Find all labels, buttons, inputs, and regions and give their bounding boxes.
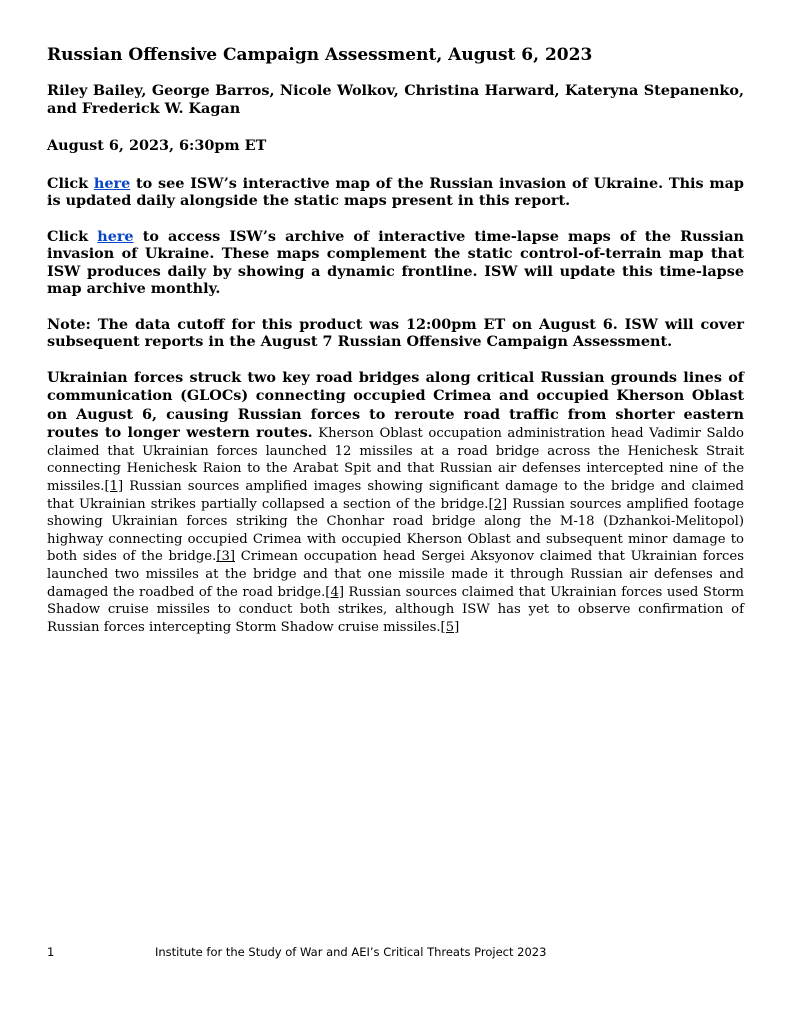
data-cutoff-note: Note: The data cutoff for this product was 12:00pm ET on August 6. ISW will cover subsequent reports in the August 7 Russian Offensive Campaign Assessment.	[47, 315, 744, 350]
interactive-map-link[interactable]: here	[93, 174, 131, 192]
authors: Riley Bailey, George Barros, Nicole Wolkov, Christina Harward, Kateryna Stepanenko, and Frederick W. Kagan	[47, 82, 744, 117]
footnote-link-1[interactable]: [1]	[104, 479, 124, 495]
report-title: Russian Offensive Campaign Assessment, August 6, 2023	[47, 45, 593, 65]
footer-text: Institute for the Study of War and AEI’s Critical Threats Project 2023	[155, 945, 547, 959]
lead-sentence: Ukrainian forces struck two key road bridges along critical Russian grounds lines of communication (GLOCs) connecting occupied Crimea and occupied Kherson Oblast on August 6, causing Russian forces to reroute road traffic from shorter eastern routes to longer western routes.	[47, 368, 744, 442]
main-paragraph	[47, 369, 744, 637]
body-sentence-2: Russian sources amplified images showing significant damage to the bridge and claimed that Ukrainian strikes partially collapsed a section of the bridge.	[47, 479, 744, 512]
para2-post: to access ISW’s archive of interactive time-lapse maps of the Russian invasion of Ukraine. These maps complement the static control-of-terrain map that ISW produces daily by showing a dynamic frontline. ISW will update this time-lapse map archive monthly.	[47, 227, 744, 297]
body-sentence-4: Crimean occupation head Sergei Aksyonov claimed that Ukrainian forces launched two missiles at the bridge and that one missile made it through Russian air defenses and damaged the roadbed of the road bridge.	[47, 549, 744, 600]
para1-pre: Click	[47, 174, 94, 192]
body-sentence-5: Russian sources claimed that Ukrainian forces used Storm Shadow cruise missiles to conduct both strikes, although ISW has yet to observe confirmation of Russian forces intercepting Storm Shadow cruise missiles.	[47, 584, 744, 635]
time-lapse-archive-link[interactable]: here	[97, 227, 134, 245]
para2-pre: Click	[47, 227, 98, 245]
footnote-link-4[interactable]: [4]	[325, 584, 344, 600]
footnote-link-3[interactable]: [3]	[216, 549, 235, 565]
footnote-link-2[interactable]: [2]	[488, 496, 508, 512]
body-sentence-1: Kherson Oblast occupation administration head Vadimir Saldo claimed that Ukrainian forces launched 12 missiles at a road bridge across the Henichesk Strait connecting Henichesk Raion to the Arabat Spit and that Russian air defenses intercepted nine of the missiles.	[47, 426, 744, 495]
para1-post: to see ISW’s interactive map of the Russian invasion of Ukraine. This map is updated daily alongside the static maps present in this report.	[47, 174, 744, 209]
page-number: 1	[47, 945, 55, 959]
time-lapse-archive-paragraph	[47, 228, 744, 298]
report-page	[47, 44, 744, 636]
footnote-link-5[interactable]: [5]	[440, 619, 460, 635]
body-sentence-3: Russian sources amplified footage showing Ukrainian forces striking the Chonhar road bridge along the M-18 (Dzhankoi-Melitopol) highway connecting occupied Crimea with occupied Kherson Oblast and subsequent minor damage to both sides of the bridge.	[47, 496, 745, 565]
report-date: August 6, 2023, 6:30pm ET	[47, 137, 267, 154]
interactive-map-paragraph	[47, 175, 744, 210]
